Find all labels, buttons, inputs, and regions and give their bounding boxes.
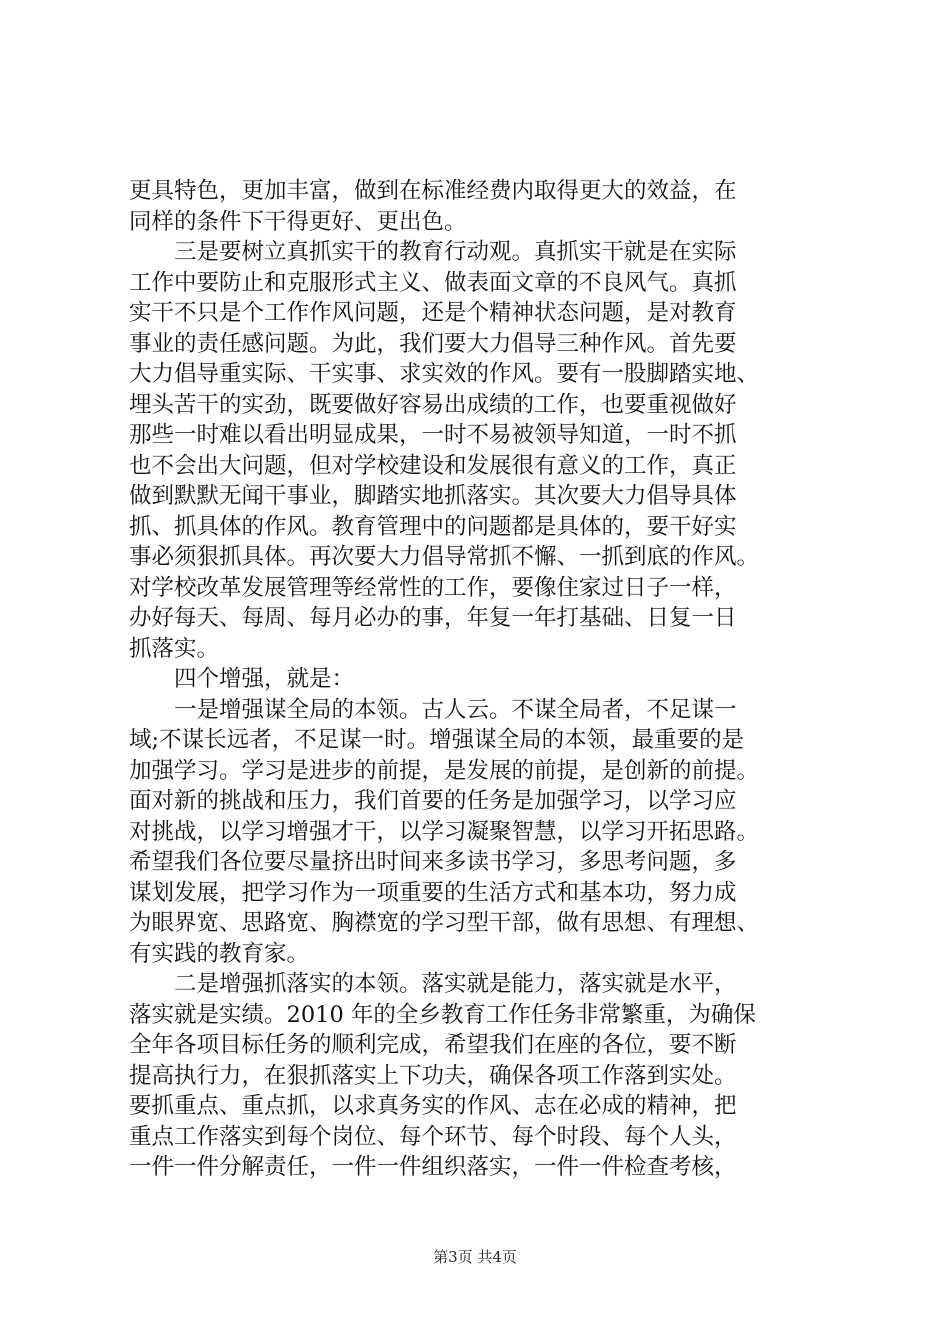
text-line: 四个增强，就是： — [129, 666, 355, 692]
text-line: 大力倡导重实际、干实事、求实效的作风。要有一股脚踏实地、 — [129, 361, 760, 387]
text-line: 更具特色，更加丰富，做到在标准经费内取得更大的效益，在 — [129, 178, 737, 204]
text-line: 加强学习。学习是进步的前提，是发展的前提，是创新的前提。 — [129, 757, 760, 784]
text-line: 面对新的挑战和压力，我们首要的任务是加强学习，以学习应 — [129, 788, 737, 814]
text-line: 重点工作落实到每个岗位、每个环节、每个时段、每个人头， — [129, 1123, 737, 1150]
text-line: 三是要树立真抓实干的教育行动观。真抓实干就是在实际 — [129, 239, 737, 265]
text-line: 工作中要防止和克服形式主义、做表面文章的不良风气。真抓 — [129, 269, 737, 296]
text-line: 希望我们各位要尽量挤出时间来多读书学习，多思考问题，多 — [129, 849, 737, 875]
text-line: 做到默默无闻干事业，脚踏实地抓落实。其次要大力倡导具体 — [129, 483, 737, 509]
text-line: 抓、抓具体的作风。教育管理中的问题都是具体的，要干好实 — [129, 513, 737, 540]
text-line: 有实践的教育家。 — [129, 940, 310, 967]
text-line: 抓落实。 — [129, 635, 220, 662]
text-line: 同样的条件下干得更好、更出色。 — [129, 208, 467, 235]
text-line: 埋头苦干的实劲，既要做好容易出成绩的工作，也要重视做好 — [129, 391, 737, 418]
text-line: 全年各项目标任务的顺利完成，希望我们在座的各位，要不断 — [129, 1032, 737, 1058]
text-line: 谋划发展，把学习作为一项重要的生活方式和基本功，努力成 — [129, 879, 737, 906]
body-text — [129, 176, 829, 1183]
text-line: 为眼界宽、思路宽、胸襟宽的学习型干部，做有思想、有理想、 — [129, 910, 760, 936]
text-line: 提高执行力，在狠抓落实上下功夫，确保各项工作落到实处。 — [129, 1062, 737, 1089]
text-line: 事必须狠抓具体。再次要大力倡导常抓不懈、一抓到底的作风。 — [129, 544, 760, 570]
text-line: 办好每天、每周、每月必办的事，年复一年打基础、日复一日 — [129, 605, 737, 631]
text-line: 要抓重点、重点抓，以求真务实的作风、志在必成的精神，把 — [129, 1093, 737, 1119]
text-line: 那些一时难以看出明显成果，一时不易被领导知道，一时不抓 — [129, 422, 737, 448]
text-line: 对学校改革发展管理等经常性的工作，要像住家过日子一样， — [129, 574, 737, 601]
text-line: 域;不谋长远者，不足谋一时。增强谋全局的本领，最重要的是 — [129, 727, 745, 753]
text-line: 二是增强抓落实的本领。落实就是能力，落实就是水平， — [129, 971, 737, 997]
text-line: 事业的责任感问题。为此，我们要大力倡导三种作风。首先要 — [129, 330, 737, 357]
text-line: 落实就是实绩。2010 年的全乡教育工作任务非常繁重，为确保 — [129, 1001, 756, 1028]
text-line: 一是增强谋全局的本领。古人云。不谋全局者，不足谋一 — [129, 696, 737, 723]
text-line: 一件一件分解责任，一件一件组织落实，一件一件检查考核， — [129, 1154, 737, 1180]
text-line: 对挑战，以学习增强才干，以学习凝聚智慧，以学习开拓思路。 — [129, 818, 760, 845]
text-line: 也不会出大问题，但对学校建设和发展很有意义的工作，真正 — [129, 452, 737, 479]
page-footer: 第3页 共4页 — [433, 1248, 517, 1266]
text-line: 实干不只是个工作作风问题，还是个精神状态问题，是对教育 — [129, 300, 737, 326]
